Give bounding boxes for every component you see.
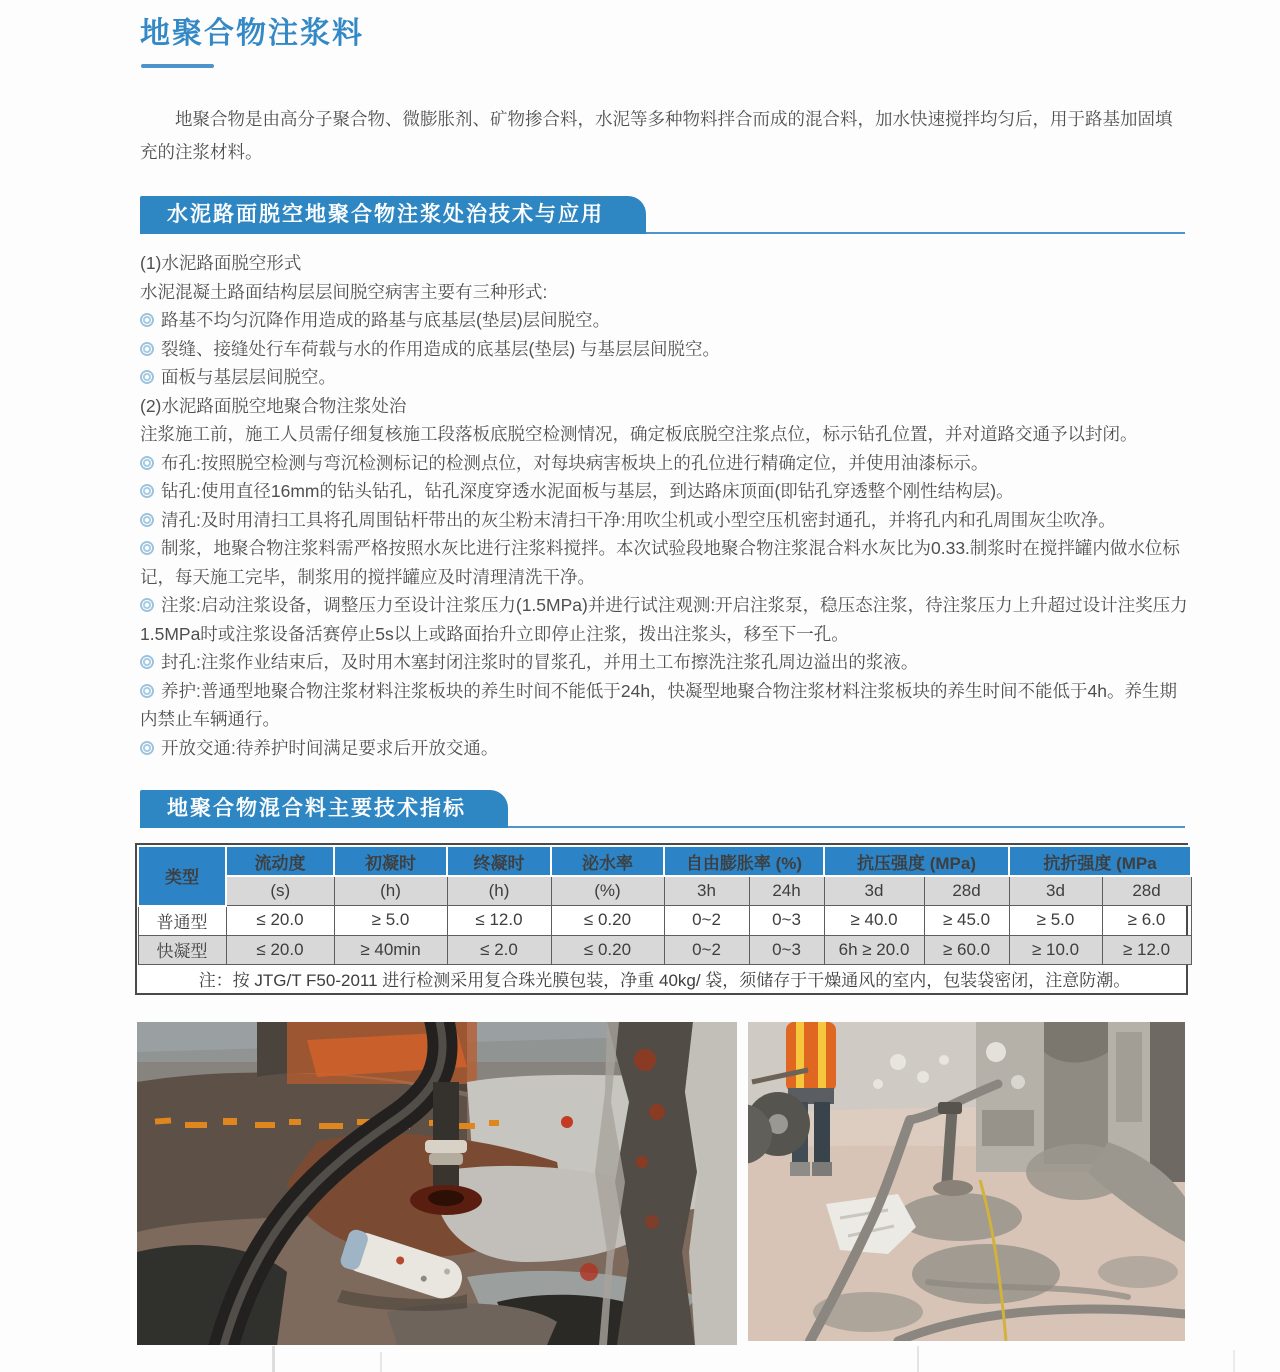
photo-grouting-worksite <box>748 1022 1185 1341</box>
text-line: (1)水泥路面脱空形式 <box>140 253 302 273</box>
col-unit: 3d <box>824 876 924 906</box>
col-header: 泌水率 <box>551 846 664 876</box>
spec-table <box>135 843 1188 995</box>
section1-content <box>140 249 1192 762</box>
col-header: 抗压强度 (MPa) <box>824 846 1009 876</box>
row-type: 快凝型 <box>138 935 226 964</box>
bullet-item: 开放交通:待养护时间满足要求后开放交通。 <box>140 734 1192 763</box>
title-underline <box>141 64 214 68</box>
col-unit: (%) <box>551 876 664 906</box>
intro-paragraph: 地聚合物是由高分子聚合物、微膨胀剂、矿物掺合料，水泥等多种物料拌合而成的混合料，加水快速搅拌均匀后，用于路基加固填充的注浆材料。 <box>140 109 1173 162</box>
page-bottom-artifact <box>380 1352 382 1372</box>
ring-bullet-icon <box>140 541 154 555</box>
ring-bullet-icon <box>140 370 154 384</box>
table-note: 注：按 JTG/T F50-2011 进行检测采用复合珠光膜包装，净重 40kg/ 袋，须储存于干燥通风的室内，包装袋密闭，注意防潮。 <box>138 964 1191 993</box>
ring-bullet-icon <box>140 655 154 669</box>
table-row: 普通型 ≤ 20.0 ≥ 5.0 ≤ 12.0 ≤ 0.20 0~2 0~3 ≥ 40.0 ≥ 45.0 ≥ 5.0 ≥ 6.0 <box>138 906 1191 936</box>
bullet-item: 路基不均匀沉降作用造成的路基与底基层(垫层)层间脱空。 <box>140 306 1192 335</box>
table-note-row <box>138 964 1191 993</box>
table-row: 快凝型 ≤ 20.0 ≥ 40min ≤ 2.0 ≤ 0.20 0~2 0~3 6h ≥ 20.0 ≥ 60.0 ≥ 10.0 ≥ 12.0 <box>138 935 1191 964</box>
col-header: 终凝时 <box>447 846 551 876</box>
ring-bullet-icon <box>140 484 154 498</box>
bullet-item: 注浆:启动注浆设备，调整压力至设计注浆压力(1.5MPa)并进行试注观测:开启注浆泵，稳压态注浆，待注浆压力上升超过设计注奖压力1.5MPa时或注浆设备活赛停止5s以上或路面抬升立即停止注浆，拨出注浆头，移至下一孔。 <box>140 595 1188 644</box>
col-unit: (s) <box>226 876 334 906</box>
col-unit: 24h <box>749 876 824 906</box>
col-unit: (h) <box>447 876 551 906</box>
ring-bullet-icon <box>140 342 154 356</box>
section1-banner-title: 水泥路面脱空地聚合物注浆处治技术与应用 <box>140 196 646 234</box>
section1-banner <box>140 196 1186 234</box>
page-bottom-artifact <box>917 1346 919 1372</box>
bullet-item: 裂缝、接缝处行车荷载与水的作用造成的底基层(垫层) 与基层层间脱空。 <box>140 335 1192 364</box>
page-title: 地聚合物注浆料 <box>140 17 364 50</box>
col-unit: 28d <box>1102 876 1191 906</box>
col-unit: 3h <box>664 876 749 906</box>
bullet-item: 封孔:注浆作业结束后，及时用木塞封闭注浆时的冒浆孔，并用土工布擦洗注浆孔周边溢出的浆液。 <box>140 648 1192 677</box>
section2-banner-title: 地聚合物混合料主要技术指标 <box>140 790 508 828</box>
bullet-item: 钻孔:使用直径16mm的钻头钻孔，钻孔深度穿透水泥面板与基层，到达路床顶面(即钻孔穿透整个刚性结构层)。 <box>140 477 1192 506</box>
col-unit: 28d <box>924 876 1009 906</box>
page-bottom-artifact <box>272 1346 275 1372</box>
ring-bullet-icon <box>140 598 154 612</box>
row-type: 普通型 <box>138 906 226 936</box>
col-unit: 3d <box>1009 876 1102 906</box>
section2-banner <box>140 790 1186 828</box>
col-header: 初凝时 <box>334 846 447 876</box>
ring-bullet-icon <box>140 456 154 470</box>
text-line: 水泥混凝土路面结构层层间脱空病害主要有三种形式: <box>140 281 548 302</box>
ring-bullet-icon <box>140 684 154 698</box>
ring-bullet-icon <box>140 741 154 755</box>
photo-grouting-injection-point <box>137 1022 737 1345</box>
col-header-type: 类型 <box>138 846 226 906</box>
bullet-item: 清孔:及时用清扫工具将孔周围钻杆带出的灰尘粉末清扫干净:用吹尘机或小型空压机密封通孔，并将孔内和孔周围灰尘吹净。 <box>140 506 1192 535</box>
ring-bullet-icon <box>140 313 154 327</box>
ring-bullet-icon <box>140 513 154 527</box>
page-bottom-artifact <box>1233 1350 1235 1372</box>
col-header: 流动度 <box>226 846 334 876</box>
bullet-item: 面板与基层层间脱空。 <box>140 363 1192 392</box>
text-line: 注浆施工前，施工人员需仔细复核施工段落板底脱空检测情况，确定板底脱空注浆点位，标示钻孔位置，并对道路交通予以封闭。 <box>140 424 1138 444</box>
bullet-item: 养护:普通型地聚合物注浆材料注浆板块的养生时间不能低于24h，快凝型地聚合物注浆材料注浆板块的养生时间不能低于4h。养生期内禁止车辆通行。 <box>140 680 1178 729</box>
bullet-item: 制浆，地聚合物注浆料需严格按照水灰比进行注浆料搅拌。本次试验段地聚合物注浆混合料水灰比为0.33.制浆时在搅拌罐内做水位标记，每天施工完毕，制浆用的搅拌罐应及时清理清洗干净。 <box>140 538 1180 587</box>
bullet-item: 布孔:按照脱空检测与弯沉检测标记的检测点位，对每块病害板块上的孔位进行精确定位，并使用油漆标示。 <box>140 449 1192 478</box>
col-header: 抗折强度 (MPa <box>1009 846 1191 876</box>
text-line: (2)水泥路面脱空地聚合物注浆处治 <box>140 395 407 416</box>
col-header: 自由膨胀率 (%) <box>664 846 824 876</box>
col-unit: (h) <box>334 876 447 906</box>
